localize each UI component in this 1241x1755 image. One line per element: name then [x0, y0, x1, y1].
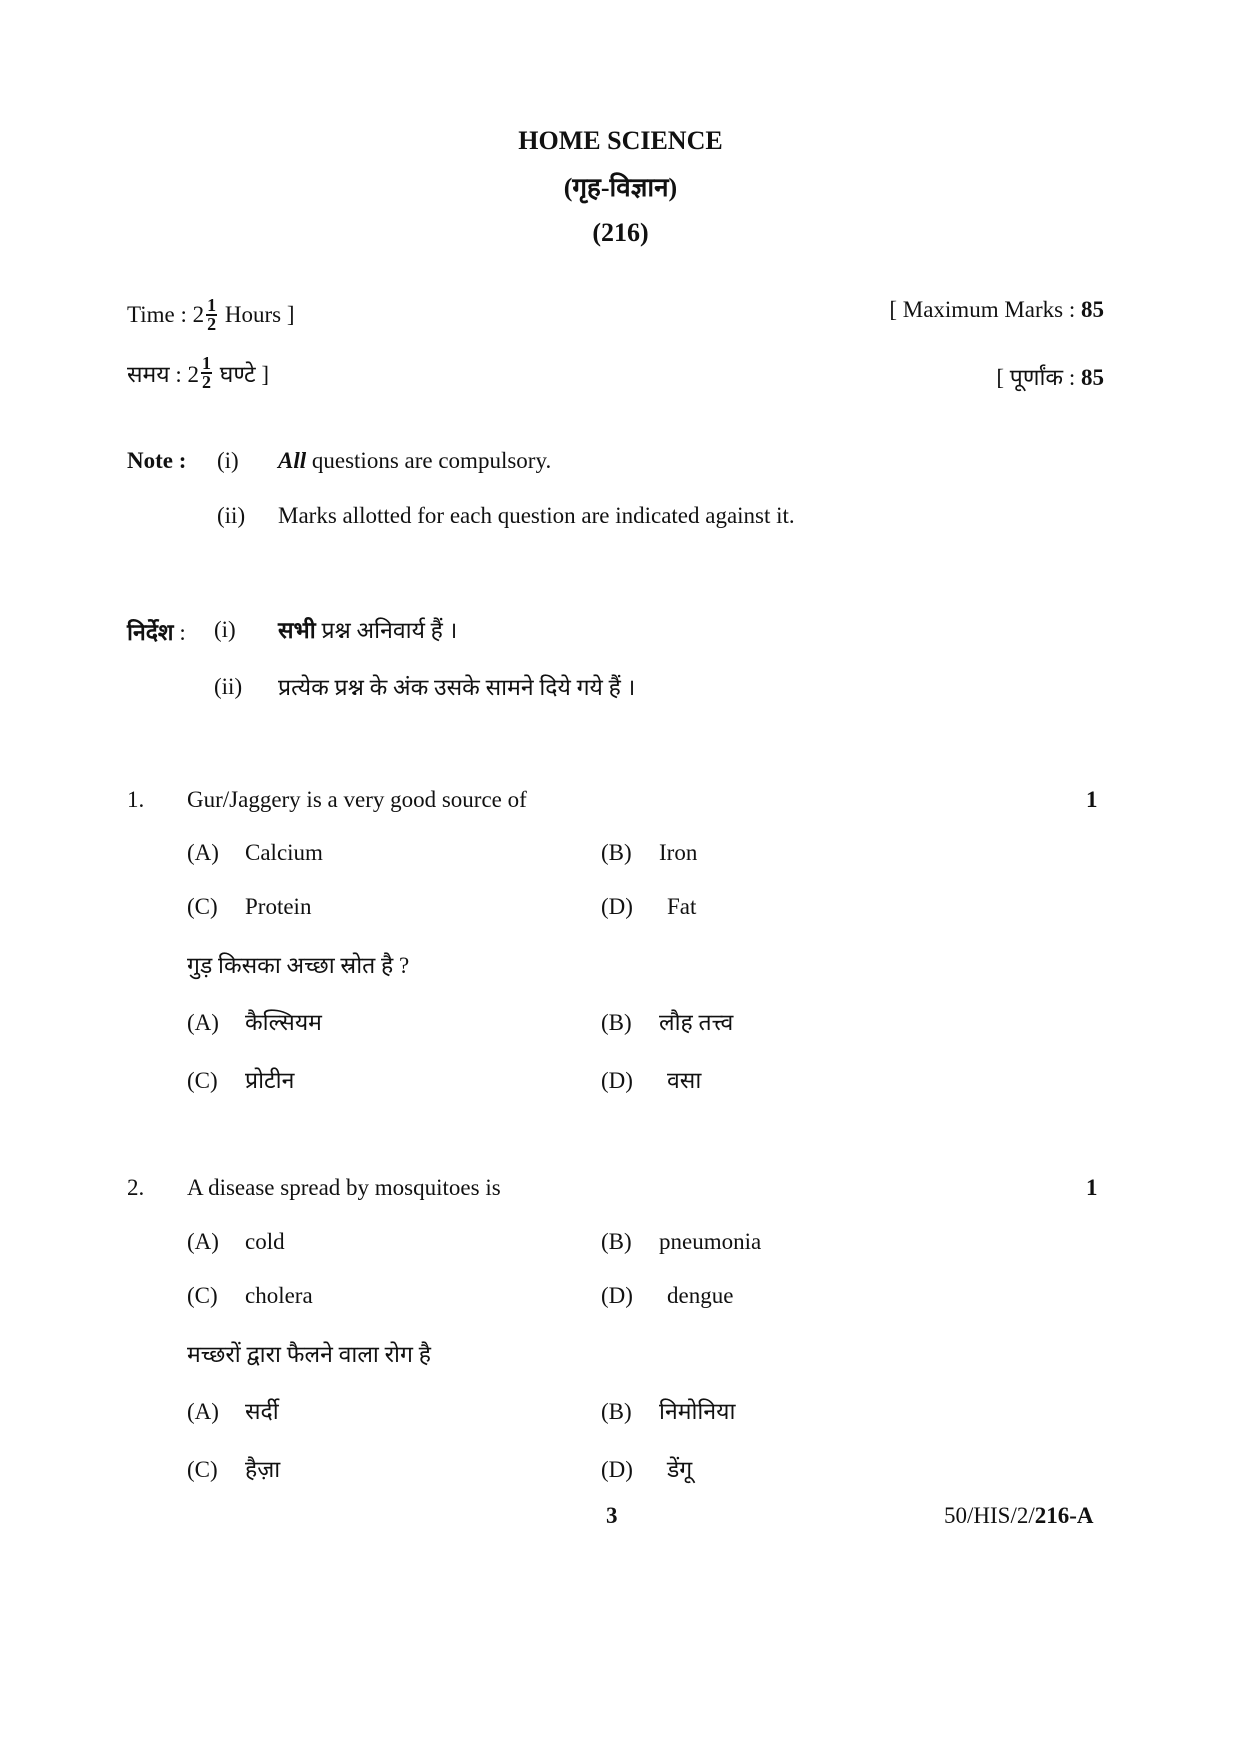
question-number: 2. [127, 1175, 145, 1200]
note-item-hindi: प्रत्येक प्रश्न के अंक उसके सामने दिये गये हैं । [278, 675, 636, 700]
paper-title-hindi: (गृह-विज्ञान) [563, 173, 678, 202]
note-item-num: (i) [214, 617, 236, 642]
max-marks-en: [ Maximum Marks : 85 [889, 297, 1104, 322]
option-hindi: (A) कैल्सियम [187, 1010, 322, 1035]
option-hindi: (C) हैज़ा [187, 1457, 281, 1482]
question-text: A disease spread by mosquitoes is [187, 1175, 501, 1200]
fraction: $\frac{1}{2}$ [202, 353, 212, 392]
option: (B) pneumonia [601, 1229, 762, 1254]
page-number: 3 [606, 1503, 618, 1528]
option: (D) dengue [601, 1283, 734, 1308]
option-hindi: (B) निमोनिया [601, 1399, 736, 1424]
option: (A) Calcium [187, 840, 323, 865]
option-hindi: (C) प्रोटीन [187, 1068, 295, 1093]
option-hindi: (A) सर्दी [187, 1399, 279, 1424]
subject-code: (216) [592, 218, 649, 247]
option-hindi: (B) लौह तत्त्व [601, 1010, 734, 1035]
option: (B) Iron [601, 840, 698, 865]
question-text-hindi: गुड़ किसका अच्छा स्रोत है ? [187, 953, 410, 978]
note-item-num: (i) [217, 448, 239, 473]
option: (C) Protein [187, 894, 312, 919]
question-text-hindi: मच्छरों द्वारा फैलने वाला रोग है [187, 1342, 431, 1367]
note-item-hindi: सभी प्रश्न अनिवार्य हैं । [278, 618, 458, 643]
note-label-hindi: निर्देश : [127, 620, 186, 645]
option: (A) cold [187, 1229, 285, 1254]
note-item-num: (ii) [217, 503, 246, 528]
paper-title: HOME SCIENCE [518, 126, 723, 155]
option-hindi: (D) वसा [601, 1068, 702, 1093]
paper-code: 50/HIS/2/216-A [944, 1503, 1094, 1528]
note-label: Note : [127, 448, 187, 473]
option-hindi: (D) डेंगू [601, 1457, 693, 1482]
question-number: 1. [127, 787, 145, 812]
time-en: Time : 2 $\frac{1}{2}$ Hours ] [127, 295, 295, 334]
option: (C) cholera [187, 1283, 313, 1308]
max-marks-hi: [ पूर्णांक : 85 [996, 365, 1104, 390]
question-text: Gur/Jaggery is a very good source of [187, 787, 527, 812]
note-item: All questions are compulsory. [278, 448, 552, 473]
question-marks: 1 [1086, 1175, 1098, 1200]
question-marks: 1 [1086, 787, 1098, 812]
note-item: Marks allotted for each question are indicated against it. [278, 503, 795, 528]
option: (D) Fat [601, 894, 697, 919]
time-hi: समय : 2 $\frac{1}{2}$ घण्टे ] [127, 353, 270, 392]
fraction: $\frac{1}{2}$ [207, 295, 217, 334]
note-item-num: (ii) [214, 674, 243, 699]
